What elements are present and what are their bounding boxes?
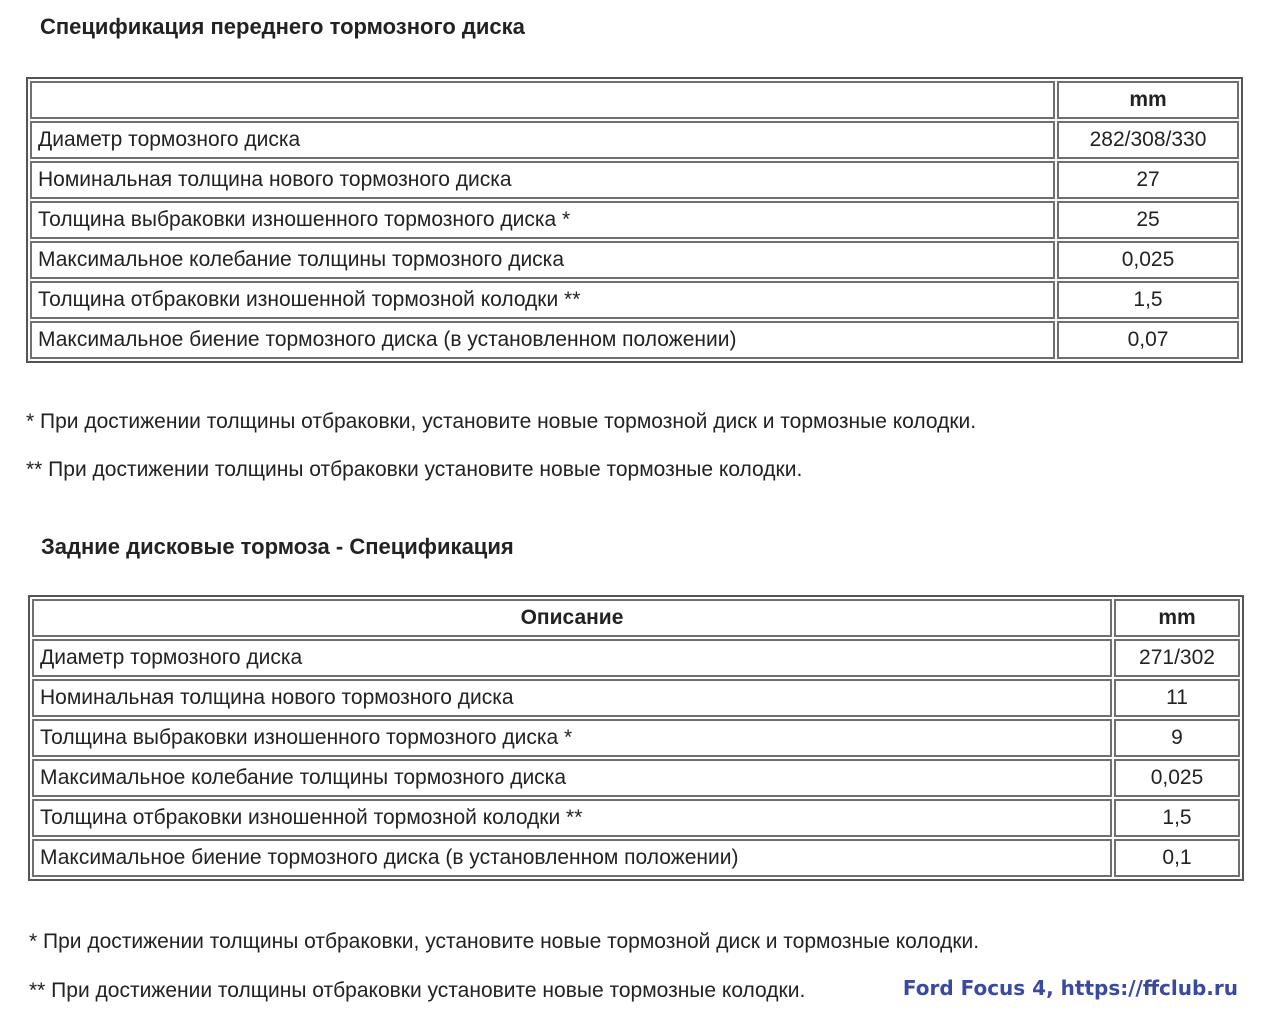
row-value: 1,5 — [1114, 799, 1240, 837]
row-description: Максимальное колебание толщины тормозного диска — [30, 241, 1055, 279]
row-description: Максимальное биение тормозного диска (в установленном положении) — [30, 321, 1055, 359]
front-footnote-single: * При достижении толщины отбраковки, установите новые тормозной диск и тормозные колодки. — [26, 410, 977, 433]
front-spec-table — [26, 77, 1243, 363]
table-row — [30, 161, 1239, 199]
rear-spec-title: Задние дисковые тормоза - Спецификация — [41, 534, 514, 559]
row-value: 9 — [1114, 719, 1240, 757]
row-description: Максимальное колебание толщины тормозного диска — [32, 759, 1112, 797]
row-description: Толщина отбраковки изношенной тормозной колодки ** — [30, 281, 1055, 319]
table-row — [32, 639, 1240, 677]
row-value: 0,07 — [1057, 321, 1239, 359]
unit-header: mm — [1114, 599, 1240, 637]
description-header: Описание — [32, 599, 1112, 637]
table-header-row — [30, 81, 1239, 119]
row-value: 11 — [1114, 679, 1240, 717]
front-spec-title: Спецификация переднего тормозного диска — [40, 14, 525, 39]
table-row — [30, 321, 1239, 359]
table-row — [30, 281, 1239, 319]
row-value: 0,1 — [1114, 839, 1240, 877]
row-description: Номинальная толщина нового тормозного диска — [32, 679, 1112, 717]
row-description: Толщина выбраковки изношенного тормозного диска * — [32, 719, 1112, 757]
front-footnote-double: ** При достижении толщины отбраковки установите новые тормозные колодки. — [26, 458, 803, 481]
table-row — [32, 759, 1240, 797]
row-value: 282/308/330 — [1057, 121, 1239, 159]
row-value: 25 — [1057, 201, 1239, 239]
row-description: Максимальное биение тормозного диска (в установленном положении) — [32, 839, 1112, 877]
row-description: Толщина отбраковки изношенной тормозной колодки ** — [32, 799, 1112, 837]
row-description: Номинальная толщина нового тормозного диска — [30, 161, 1055, 199]
watermark-text: Ford Focus 4, https://ffclub.ru — [902, 976, 1238, 1000]
table-row — [30, 121, 1239, 159]
rear-spec-table — [28, 595, 1244, 881]
row-value: 1,5 — [1057, 281, 1239, 319]
table-row — [32, 839, 1240, 877]
row-value: 0,025 — [1114, 759, 1240, 797]
row-description: Диаметр тормозного диска — [30, 121, 1055, 159]
description-header — [30, 81, 1055, 119]
row-value: 27 — [1057, 161, 1239, 199]
unit-header: mm — [1057, 81, 1239, 119]
table-row — [32, 719, 1240, 757]
row-value: 271/302 — [1114, 639, 1240, 677]
table-header-row — [32, 599, 1240, 637]
row-value: 0,025 — [1057, 241, 1239, 279]
table-row — [30, 241, 1239, 279]
row-description: Толщина выбраковки изношенного тормозного диска * — [30, 201, 1055, 239]
table-row — [32, 679, 1240, 717]
rear-footnote-double: ** При достижении толщины отбраковки установите новые тормозные колодки. — [29, 979, 806, 1002]
table-row — [30, 201, 1239, 239]
table-row — [32, 799, 1240, 837]
row-description: Диаметр тормозного диска — [32, 639, 1112, 677]
rear-footnote-single: * При достижении толщины отбраковки, установите новые тормозной диск и тормозные колодки. — [29, 930, 980, 953]
